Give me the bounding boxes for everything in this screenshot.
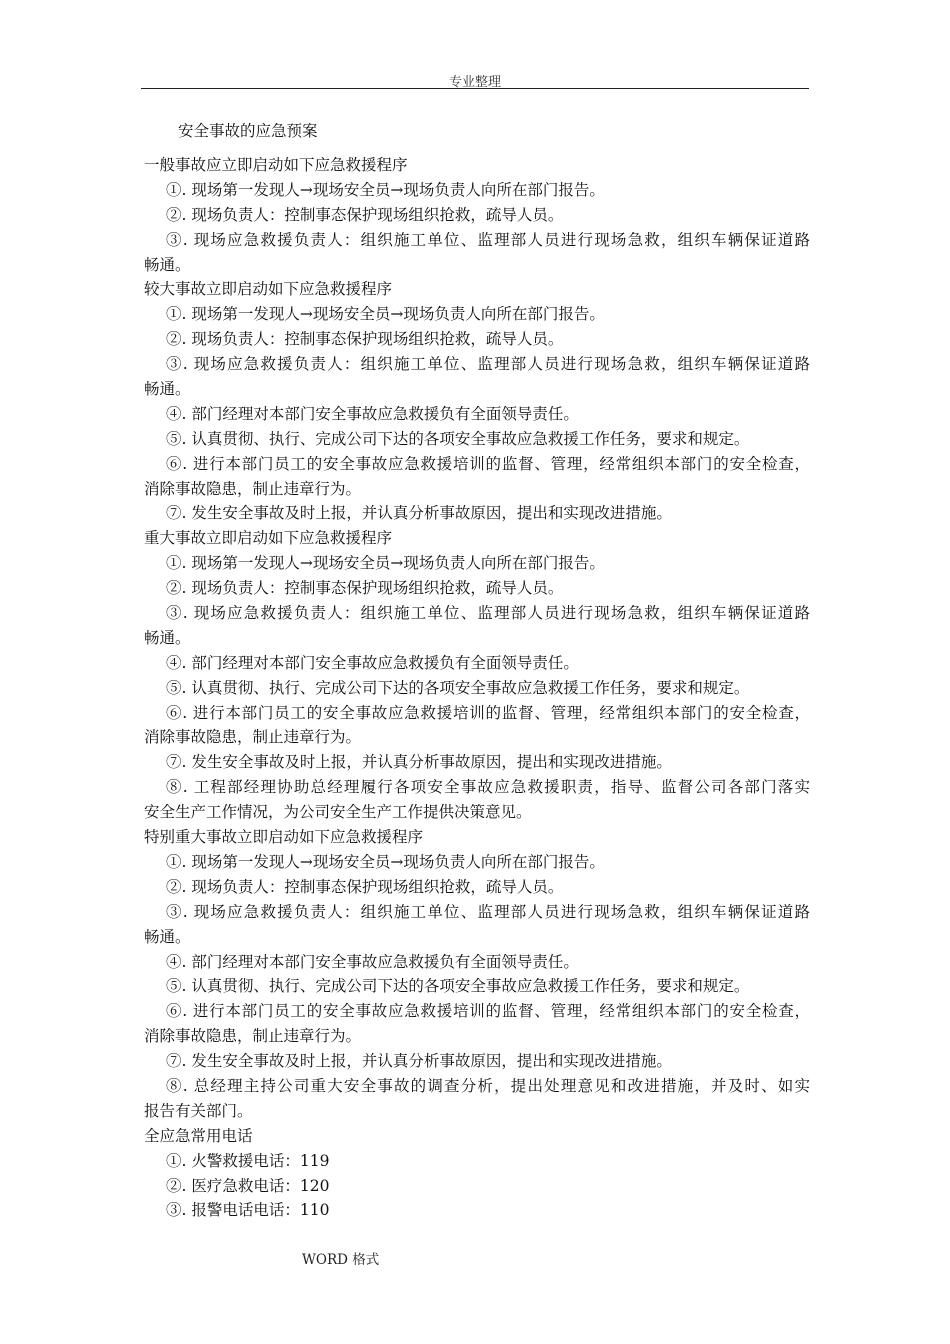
text-line: ⑥. 进行本部门员工的安全事故应急救援培训的监督、管理，经常组织本部门的安全检查，	[166, 1002, 810, 1021]
text-line: ⑤. 认真贯彻、执行、完成公司下达的各项安全事故应急救援工作任务，要求和规定。	[166, 977, 750, 996]
text-line: 消除事故隐患，制止违章行为。	[144, 479, 362, 498]
text-line: 安全生产工作情况，为公司安全生产工作提供决策意见。	[144, 803, 532, 822]
text-line: ③. 现场应急救援负责人：组织施工单位、监理部人员进行现场急救，组织车辆保证道路	[166, 355, 810, 374]
text-line: 报告有关部门。	[144, 1101, 253, 1120]
text-line: 畅通。	[144, 380, 191, 399]
text-line: ④. 部门经理对本部门安全事故应急救援负有全面领导责任。	[166, 404, 579, 423]
text-line: 畅通。	[144, 255, 191, 274]
text-line: 较大事故立即启动如下应急救援程序	[144, 280, 393, 299]
text-line: 重大事故立即启动如下应急救援程序	[144, 529, 393, 548]
text-line: ①. 现场第一发现人→现场安全员→现场负责人向所在部门报告。	[166, 180, 605, 199]
text-line: ④. 部门经理对本部门安全事故应急救援负有全面领导责任。	[166, 952, 579, 971]
text-line: ⑦. 发生安全事故及时上报，并认真分析事故原因，提出和实现改进措施。	[166, 504, 672, 523]
text-line: ⑧. 总经理主持公司重大安全事故的调查分析，提出处理意见和改进措施，并及时、如实	[166, 1076, 810, 1095]
text-line: ⑦. 发生安全事故及时上报，并认真分析事故原因，提出和实现改进措施。	[166, 753, 672, 772]
text-line: ②. 现场负责人：控制事态保护现场组织抢救，疏导人员。	[166, 205, 564, 224]
text-line: ①. 现场第一发现人→现场安全员→现场负责人向所在部门报告。	[166, 554, 605, 573]
text-line: ①. 现场第一发现人→现场安全员→现场负责人向所在部门报告。	[166, 852, 605, 871]
text-line: ③. 报警电话电话：110	[166, 1201, 330, 1220]
page-footer: WORD 格式	[302, 1252, 380, 1268]
text-line: 消除事故隐患，制止违章行为。	[144, 728, 362, 747]
text-line: ②. 医疗急救电话：120	[166, 1176, 330, 1195]
text-line: 特别重大事故立即启动如下应急救援程序	[144, 828, 424, 847]
text-line: ⑦. 发生安全事故及时上报，并认真分析事故原因，提出和实现改进措施。	[166, 1052, 672, 1071]
text-line: 一般事故应立即启动如下应急救援程序	[144, 156, 408, 174]
text-line: ②. 现场负责人：控制事态保护现场组织抢救，疏导人员。	[166, 579, 564, 598]
text-line: 畅通。	[144, 927, 191, 946]
header-rule	[141, 88, 809, 89]
document-body	[144, 153, 810, 1223]
text-line: ①. 火警救援电话：119	[166, 1151, 330, 1170]
text-line: ⑥. 进行本部门员工的安全事故应急救援培训的监督、管理，经常组织本部门的安全检查，	[166, 703, 810, 722]
text-line: ⑧. 工程部经理协助总经理履行各项安全事故应急救援职责，指导、监督公司各部门落实	[166, 778, 810, 797]
text-line: ③. 现场应急救援负责人：组织施工单位、监理部人员进行现场急救，组织车辆保证道路	[166, 604, 810, 623]
text-line: ⑥. 进行本部门员工的安全事故应急救援培训的监督、管理，经常组织本部门的安全检查，	[166, 454, 810, 473]
text-line: 消除事故隐患，制止违章行为。	[144, 1027, 362, 1046]
text-line: 全应急常用电话	[144, 1126, 253, 1145]
document-title: 安全事故的应急预案	[178, 122, 318, 140]
text-line: ⑤. 认真贯彻、执行、完成公司下达的各项安全事故应急救援工作任务，要求和规定。	[166, 429, 750, 448]
text-line: ③. 现场应急救援负责人：组织施工单位、监理部人员进行现场急救，组织车辆保证道路	[166, 902, 810, 921]
text-line: ⑤. 认真贯彻、执行、完成公司下达的各项安全事故应急救援工作任务，要求和规定。	[166, 678, 750, 697]
text-line: ③. 现场应急救援负责人：组织施工单位、监理部人员进行现场急救，组织车辆保证道路	[166, 230, 810, 249]
text-line: ②. 现场负责人：控制事态保护现场组织抢救，疏导人员。	[166, 877, 564, 896]
page-header: 专业整理	[448, 75, 501, 90]
text-line: ①. 现场第一发现人→现场安全员→现场负责人向所在部门报告。	[166, 305, 605, 324]
text-line: ②. 现场负责人：控制事态保护现场组织抢救，疏导人员。	[166, 330, 564, 349]
text-line: 畅通。	[144, 628, 191, 647]
text-line: ④. 部门经理对本部门安全事故应急救援负有全面领导责任。	[166, 653, 579, 672]
